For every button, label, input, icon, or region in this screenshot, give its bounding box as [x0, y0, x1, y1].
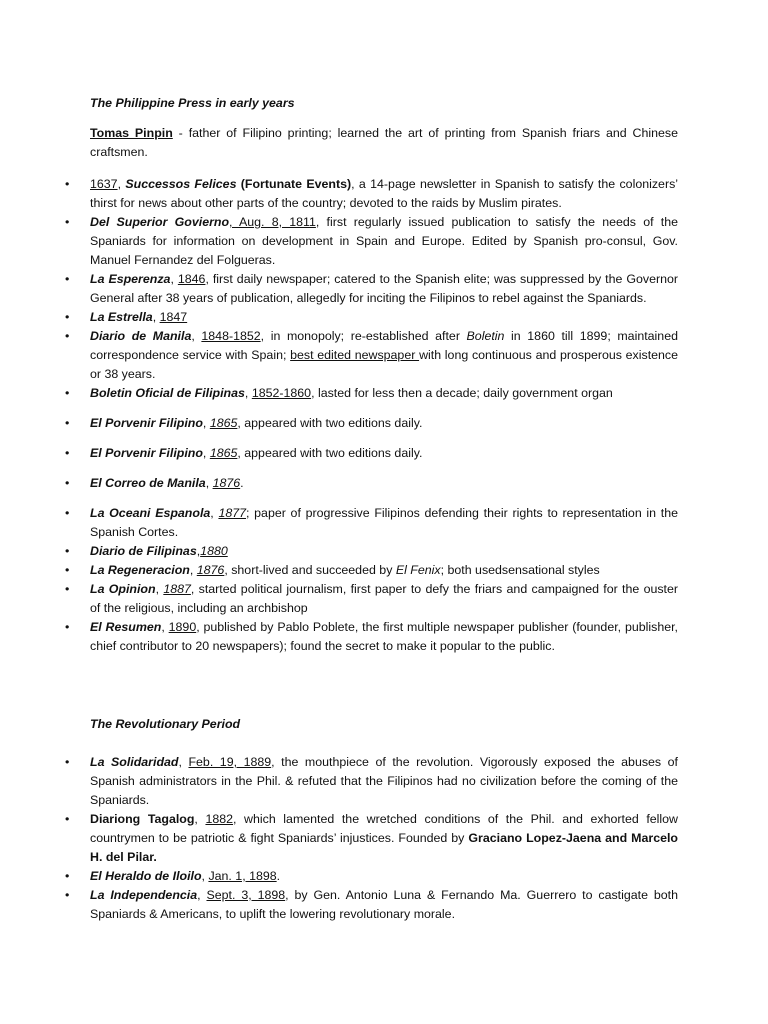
item-text: with long continuous and prosperous existence or 38 years.: [90, 348, 679, 381]
item-text: , short-lived and succeeded by: [224, 563, 396, 577]
item-title: El Heraldo de Iloilo: [90, 869, 202, 883]
list-item: [90, 213, 678, 270]
item-title: Diario de Manila: [90, 329, 192, 343]
item-text: in 1860 till 1899; maintained correspondence service with Spain;: [90, 329, 678, 362]
item-text: ; paper of progressive Filipinos defending their rights to representation in the Spanish Cortes.: [90, 506, 678, 539]
item-title: La Regeneracion: [90, 563, 190, 577]
item-text: , lasted for less then a decade; daily government organ: [311, 386, 613, 400]
intro-name: Tomas Pinpin: [90, 126, 173, 140]
list-item: [90, 414, 678, 433]
item-year: 1890: [168, 620, 197, 634]
item-year: 1887: [163, 582, 191, 596]
item-sep: ,: [178, 755, 189, 769]
item-sep: ,: [117, 177, 126, 191]
item-year: 1847: [159, 310, 188, 324]
item-title: Diariong Tagalog: [90, 812, 195, 826]
item-year: 1876: [196, 563, 225, 577]
item-sep: ,: [202, 446, 210, 460]
item-sep: ,: [196, 544, 201, 558]
item-title: El Porvenir Filipino: [90, 416, 203, 430]
item-year: 1877: [218, 506, 247, 520]
item-text: , appeared with two editions daily.: [237, 416, 423, 430]
item-year: Jan. 1, 1898: [208, 869, 277, 883]
item-title: El Correo de Manila: [90, 476, 206, 490]
item-text: , the mouthpiece of the revolution. Vigorously exposed the abuses of Spanish administrators in the Phil. & refuted that the Filipinos had no civilization before the coming of the Spaniards.: [90, 755, 678, 807]
item-year: 1880: [200, 544, 228, 558]
item-title: Boletin Oficial de Filipinas: [90, 386, 245, 400]
item-sep: ,: [197, 888, 207, 902]
early-press-list: [90, 175, 678, 656]
item-sep: ,: [202, 416, 210, 430]
item-year: Sept. 3, 1898: [206, 888, 286, 902]
item-title: La Oceani Espanola: [90, 506, 211, 520]
item-text: .: [240, 476, 244, 490]
item-title: Diario de Filipinas: [90, 544, 197, 558]
list-item: [90, 618, 678, 656]
intro-text: - father of Filipino printing; learned the art of printing from Spanish friars and Chinese craftsmen.: [90, 126, 678, 159]
list-item: [90, 444, 678, 463]
item-year: 1637: [90, 177, 118, 191]
item-founders: Graciano Lopez-Jaena and Marcelo H. del Pilar.: [90, 831, 679, 864]
item-title: La Esperenza: [90, 272, 171, 286]
item-italic: El Fenix: [395, 563, 441, 577]
list-item: [90, 175, 678, 213]
item-text: , published by Pablo Poblete, the first multiple newspaper publisher (founder, publisher, chief contributor to 20 newspapers); found the secret to make it popular to the public.: [90, 620, 678, 653]
item-underlined: best edited newspaper: [290, 348, 420, 362]
item-subtitle: (Fortunate Events): [236, 177, 352, 191]
item-text: , which lamented the wretched conditions of the Phil. and exhorted fellow countrymen to be patriotic & fight Spaniards’ injustices. Founded by: [90, 812, 679, 845]
item-year: , Aug. 8, 1811: [229, 215, 316, 229]
item-italic: Boletin: [466, 329, 505, 343]
item-sep: ,: [191, 329, 202, 343]
item-year: 1848-1852: [201, 329, 261, 343]
item-text: , in monopoly; re-established after: [260, 329, 467, 343]
item-year: Feb. 19, 1889: [188, 755, 272, 769]
list-item: [90, 504, 678, 542]
list-item: [90, 753, 678, 810]
item-title: La Independencia: [90, 888, 198, 902]
item-sep: ,: [210, 506, 219, 520]
item-year: 1865: [209, 416, 238, 430]
item-title: La Opinion: [90, 582, 156, 596]
list-item: [90, 886, 678, 924]
list-item: [90, 384, 678, 403]
list-item: [90, 308, 678, 327]
item-year: 1865: [209, 446, 238, 460]
intro-paragraph: [90, 124, 678, 162]
list-item: [90, 327, 678, 384]
item-text: .: [276, 869, 281, 883]
item-title: Successos Felices: [125, 177, 237, 191]
item-year: 1882: [205, 812, 234, 826]
revolutionary-press-list: [90, 753, 678, 924]
item-title: La Solidaridad: [90, 755, 179, 769]
item-text: , by Gen. Antonio Luna & Fernando Ma. Guerrero to castigate both Spaniards & Americans, to uplift the lowering revolutionary morale.: [90, 888, 679, 921]
item-title: El Resumen: [90, 620, 162, 634]
list-item: [90, 810, 678, 867]
item-sep: ,: [244, 386, 252, 400]
section-heading-early-years: The Philippine Press in early years: [90, 96, 295, 110]
item-year: 1846: [177, 272, 206, 286]
list-item: [90, 561, 678, 580]
item-sep: ,: [205, 476, 213, 490]
item-text: , a 14-page newsletter in Spanish to satisfy the colonizers’ thirst for news about other parts of the country; devoted to the raids by Muslim pirates.: [90, 177, 679, 210]
item-sep: ,: [161, 620, 169, 634]
list-item: [90, 867, 678, 886]
item-sep: ,: [189, 563, 197, 577]
list-item: [90, 580, 678, 618]
item-year: 1876: [212, 476, 241, 490]
item-sep: ,: [170, 272, 178, 286]
item-title: El Porvenir Filipino: [90, 446, 203, 460]
item-year: 1852-1860: [251, 386, 312, 400]
item-text: , first daily newspaper; catered to the Spanish elite; was suppressed by the Governor General after 38 years of publication, allegedly for inciting the Filipinos to rebel against the Spaniards.: [90, 272, 678, 305]
item-text: , first regularly issued publication to satisfy the needs of the Spaniards for information on development in Spain and Europe. Edited by Spanish pro-consul, Gov. Manuel Fernandez del Folgueras.: [90, 215, 678, 267]
item-text: ; both usedsensational styles: [440, 563, 600, 577]
item-title: La Estrella: [90, 310, 153, 324]
section-heading-revolutionary-period: The Revolutionary Period: [90, 717, 241, 731]
list-item: [90, 270, 678, 308]
list-item: [90, 542, 678, 561]
item-sep: ,: [201, 869, 209, 883]
item-sep: ,: [194, 812, 206, 826]
item-title: Del Superior Govierno: [90, 215, 230, 229]
item-text: , started political journalism, first paper to defy the friars and campaigned for the ouster of the religious, including an archbishop: [90, 582, 679, 615]
item-sep: ,: [155, 582, 164, 596]
list-item: [90, 474, 678, 493]
item-sep: ,: [152, 310, 160, 324]
item-text: , appeared with two editions daily.: [237, 446, 423, 460]
